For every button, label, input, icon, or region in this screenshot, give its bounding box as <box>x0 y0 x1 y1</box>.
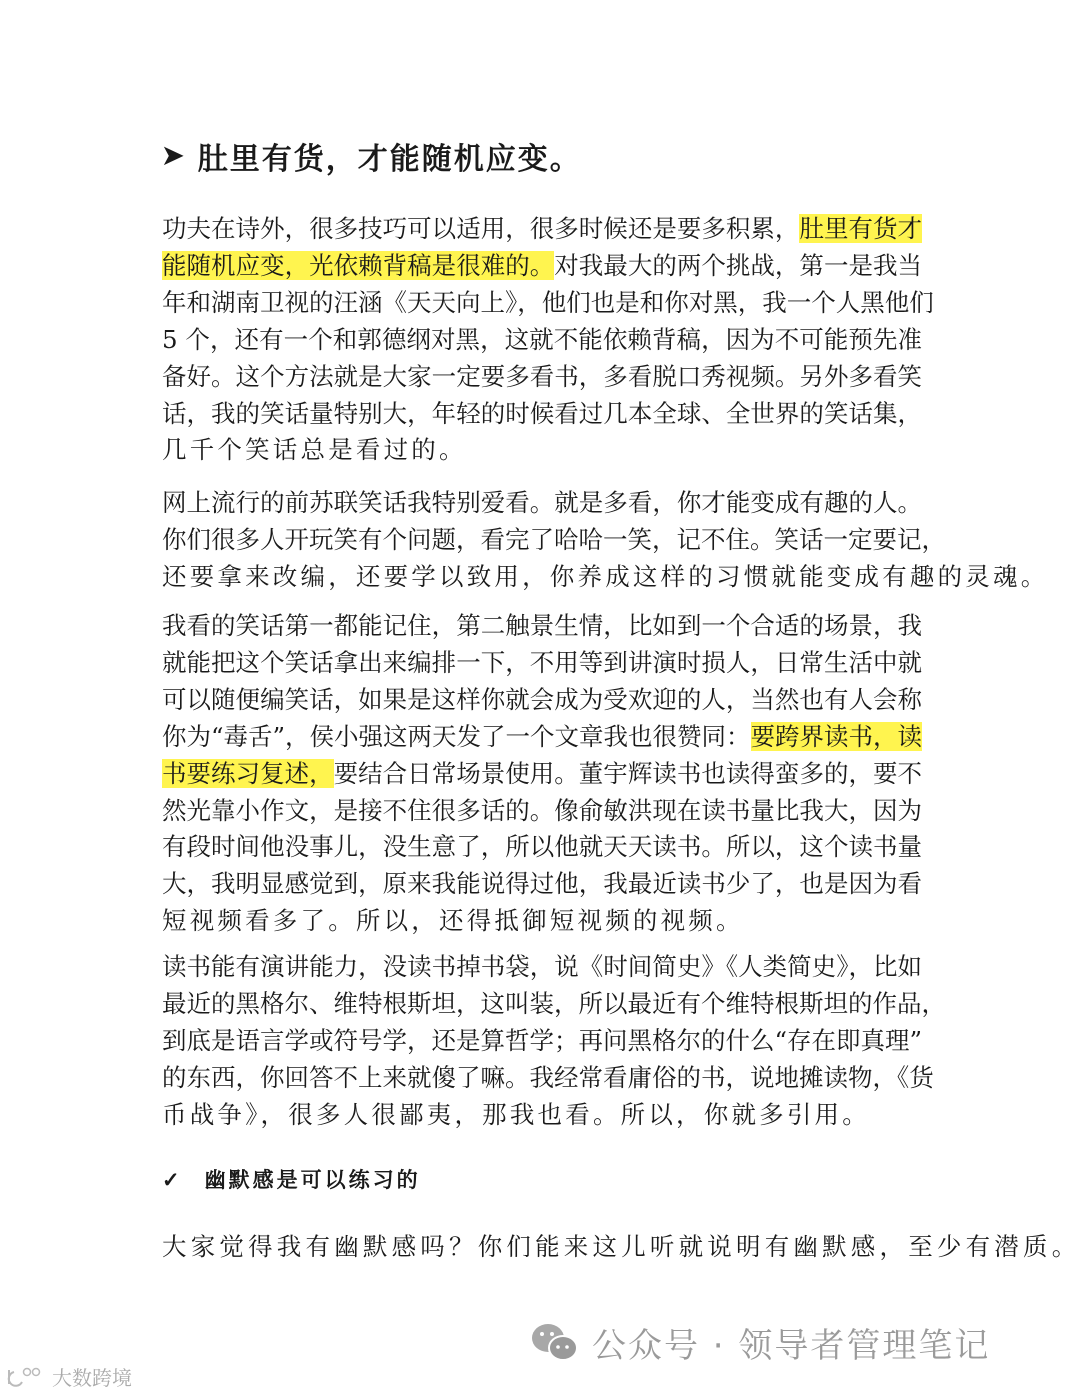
text-line <box>162 609 922 643</box>
text-segment: 的东西，你回答不上来就傻了嘛。我经常看庸俗的书，说地摊读物，《货 <box>162 1062 934 1092</box>
highlighted-text: 能随机应变，光依赖背稿是很难的。 <box>162 250 555 280</box>
text-line <box>162 360 922 394</box>
arrow-bullet-icon: ➤ <box>162 141 186 171</box>
text-segment: 最近的黑格尔、维特根斯坦，这叫装，所以最近有个维特根斯坦的作品， <box>162 988 946 1018</box>
text-line <box>162 830 922 864</box>
highlighted-text: 肚里有货才 <box>799 214 923 243</box>
site-watermark <box>6 1362 132 1391</box>
text-line <box>162 720 922 754</box>
text-line <box>162 987 946 1021</box>
text-line <box>162 683 922 717</box>
text-segment: 我看的笑话第一都能记住，第二触景生情，比如到一个合适的场景，我 <box>162 611 922 640</box>
section-heading <box>162 134 582 178</box>
text-segment: 5 个，还有一个和郭德纲对黑，这就不能依赖背稿，因为不可能预先准 <box>162 324 922 354</box>
text-line <box>162 523 946 557</box>
text-line <box>162 1098 922 1132</box>
text-line <box>162 433 922 467</box>
text-segment: 你为“毒舌”，侯小强这两天发了一个文章我也很赞同： <box>162 721 751 751</box>
site-watermark-text: 大数跨境 <box>52 1366 132 1390</box>
wechat-watermark <box>530 1318 990 1367</box>
text-line <box>162 950 922 984</box>
subheading <box>162 1164 421 1194</box>
checkmark-icon: ✓ <box>162 1166 183 1192</box>
text-segment: 可以随便编笑话，如果是这样你就会成为受欢迎的人，当然也有人会称 <box>162 684 922 714</box>
text-line <box>162 286 934 320</box>
wechat-icon <box>530 1321 580 1365</box>
highlighted-text: 书要练习复述， <box>162 758 334 788</box>
closing-paragraph: 大家觉得我有幽默感吗？你们能来这儿听就说明有幽默感，至少有潜质。 <box>162 1232 1080 1261</box>
text-line <box>162 904 922 938</box>
text-segment: 有段时间他没事儿，没生意了，所以他就天天读书。所以，这个读书量 <box>162 832 922 862</box>
text-line <box>162 794 922 828</box>
section-heading-text: 肚里有货，才能随机应变。 <box>197 142 582 177</box>
text-segment: 就能把这个笑话拿出来编排一下，不用等到讲演时损人，日常生活中就 <box>162 647 922 677</box>
highlighted-text: 要跨界读书，读 <box>750 721 923 751</box>
text-segment: 你们很多人开玩笑有个问题，看完了哈哈一笑，记不住。笑话一定要记， <box>162 524 946 554</box>
text-segment: 功夫在诗外，很多技巧可以适用，很多时候还是要多积累， <box>162 214 800 243</box>
text-line <box>162 1061 934 1095</box>
text-segment: 读书能有演讲能力，没读书掉书袋，说《时间简史》《人类简史》，比如 <box>162 952 922 981</box>
text-line <box>162 646 922 680</box>
text-line <box>162 486 922 520</box>
subheading-text: 幽默感是可以练习的 <box>204 1167 421 1192</box>
text-segment: 币战争》，很多人很鄙夷，那我也看。所以，你就多引用。 <box>162 1099 870 1129</box>
text-segment: 话，我的笑话量特别大，年轻的时候看过几本全球、全世界的笑话集， <box>162 398 922 428</box>
text-line <box>162 249 922 283</box>
text-segment: 然光靠小作文，是接不住很多话的。像俞敏洪现在读书量比我大，因为 <box>162 795 922 825</box>
text-segment: 大，我明显感觉到，原来我能说得过他，我最近读书少了，也是因为看 <box>162 869 922 899</box>
text-line <box>162 560 1049 594</box>
text-segment: 年和湖南卫视的汪涵《天天向上》，他们也是和你对黑，我一个人黑他们 <box>162 287 934 317</box>
logo-icon <box>6 1366 46 1388</box>
text-segment: 短视频看多了。所以，还得抵御短视频的视频。 <box>162 906 744 936</box>
text-segment: 备好。这个方法就是大家一定要多看书，多看脱口秀视频。另外多看笑 <box>162 361 922 391</box>
text-line <box>162 1024 922 1058</box>
text-segment: 到底是语言学或符号学，还是算哲学；再问黑格尔的什么“存在即真理” <box>162 1025 923 1055</box>
text-segment: 对我最大的两个挑战，第一是我当 <box>554 250 922 280</box>
text-line <box>162 867 922 901</box>
text-segment: 要结合日常场景使用。董宇辉读书也读得蛮多的，要不 <box>333 758 923 788</box>
watermark-text: 公众号 · 领导者管理笔记 <box>592 1326 991 1366</box>
text-line <box>162 757 922 791</box>
text-line <box>162 323 922 357</box>
text-segment: 还要拿来改编，还要学以致用，你养成这样的习惯就能变成有趣的灵魂。 <box>162 561 1049 591</box>
text-segment: 几千个笑话总是看过的。 <box>162 435 467 465</box>
text-line <box>162 397 922 431</box>
text-line <box>162 212 922 246</box>
text-segment: 网上流行的前苏联笑话我特别爱看。就是多看，你才能变成有趣的人。 <box>162 488 922 517</box>
